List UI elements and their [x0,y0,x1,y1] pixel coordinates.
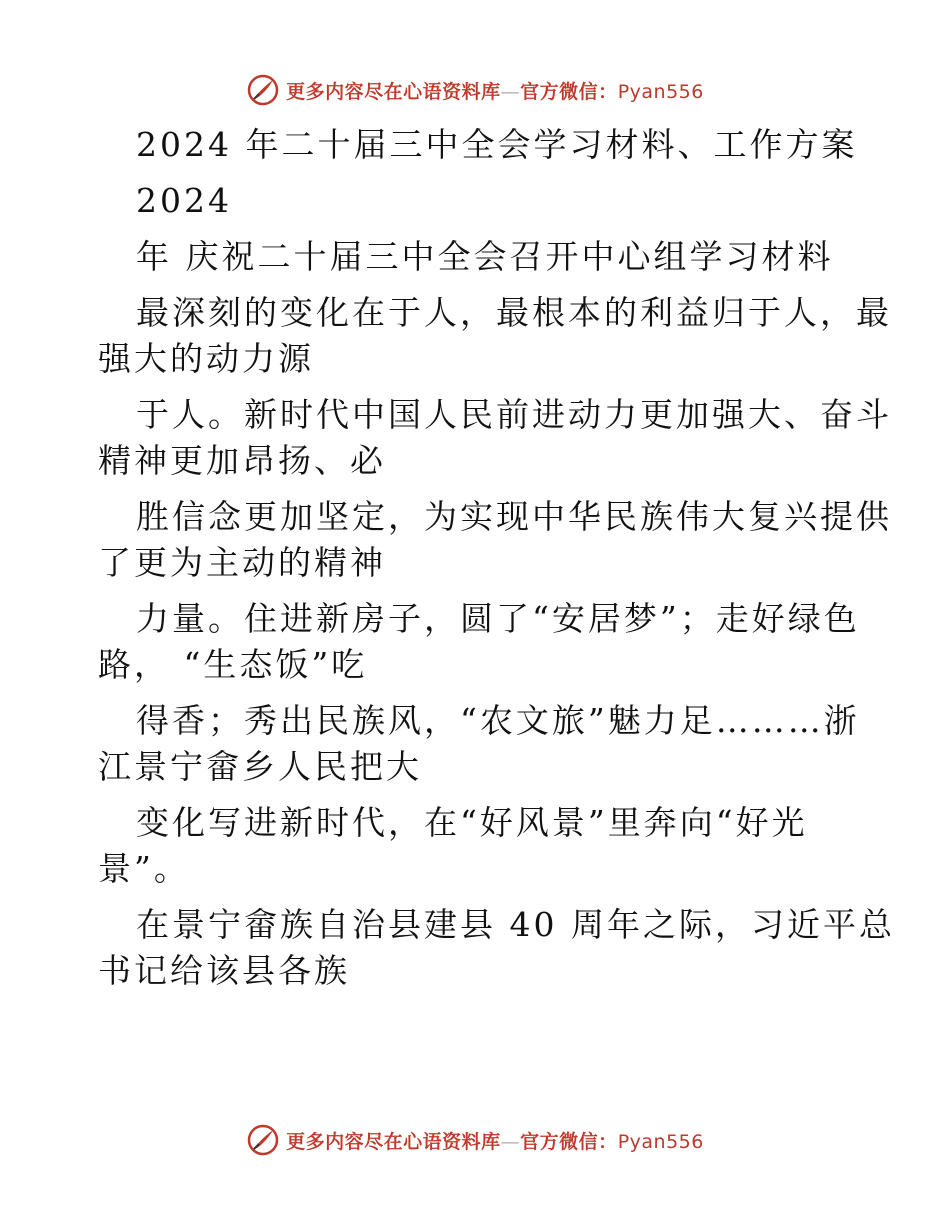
doc-subtitle: 年 庆祝二十届三中全会召开中心组学习材料 [136,237,834,276]
header-watermark [0,70,950,110]
paragraph-line: 变化写进新时代，在“好风景”里奔向“好光 [136,803,808,842]
paragraph-line: 在景宁畲族自治县建县 40 周年之际，习近平总 [136,905,895,944]
quill-logo-icon [246,1123,280,1157]
paragraph-line: 胜信念更加坚定，为实现中华民族伟大复兴提供 [136,497,892,536]
paragraph-line: 精神更加昂扬、必 [98,441,386,480]
paragraph-line: 江景宁畲乡人民把大 [98,747,422,786]
footer-watermark [0,1120,950,1160]
watermark-text: 更多内容尽在心语资料库—官方微信：Pyan556 [286,80,704,103]
paragraph-line: 了更为主动的精神 [98,543,386,582]
watermark-text: 更多内容尽在心语资料库—官方微信：Pyan556 [286,1130,704,1153]
paragraph-line: 最深刻的变化在于人，最根本的利益归于人，最 [136,293,892,332]
quill-logo-icon [246,73,280,107]
paragraph-line: 景”。 [98,849,190,888]
paragraph-line: 力量。住进新房子，圆了“安居梦”；走好绿色 [136,599,860,638]
doc-year: 2024 [136,181,232,220]
paragraph-line: 于人。新时代中国人民前进动力更加强大、奋斗 [136,395,892,434]
paragraph-line: 路， “生态饭”吃 [98,645,368,684]
doc-title: 2024 年二十届三中全会学习材料、工作方案 [136,125,858,164]
document-body [98,122,895,994]
paragraph-line: 书记给该县各族 [98,951,350,990]
paragraph-line: 得香；秀出民族风，“农文旅”魅力足………浙 [136,701,860,740]
paragraph-line: 强大的动力源 [98,339,314,378]
